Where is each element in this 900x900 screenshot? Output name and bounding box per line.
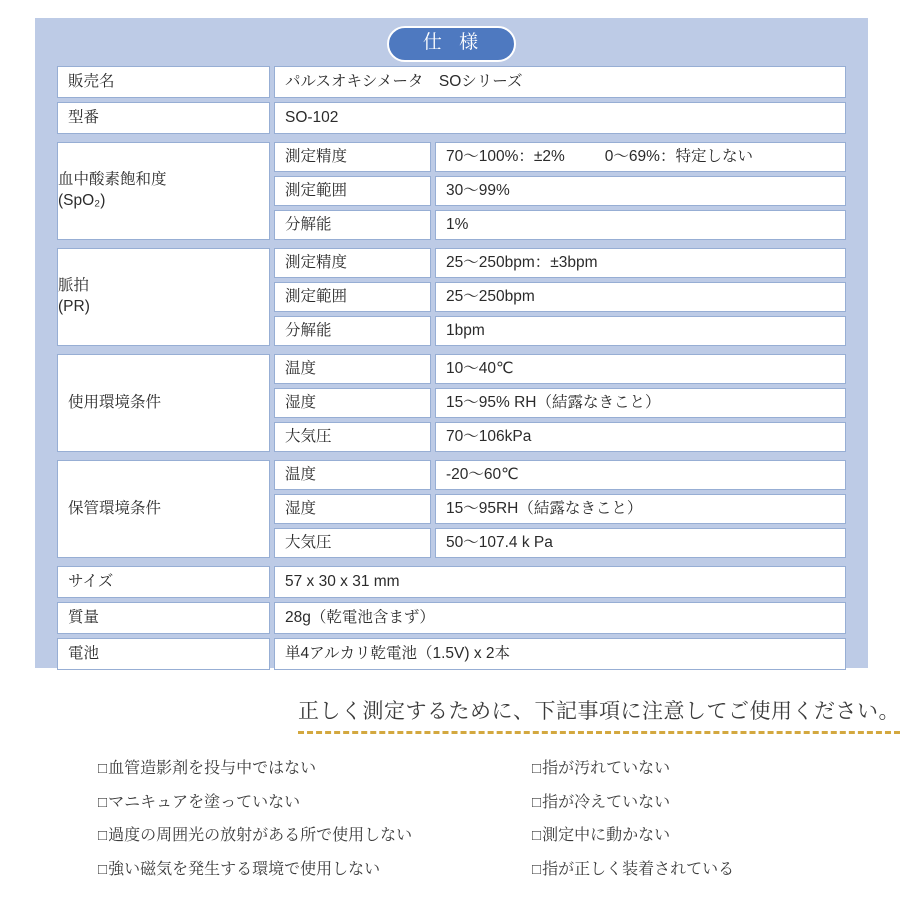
list-item-label: 測定中に動かない	[542, 827, 671, 845]
table-row	[274, 354, 846, 384]
spec-title-badge: 仕 様	[387, 26, 516, 62]
list-item-label: 指が冷えていない	[542, 793, 671, 811]
list-item	[98, 861, 498, 879]
list-item	[98, 760, 498, 778]
accuracy-range-1: 70〜100%：±2%	[446, 147, 565, 165]
table-row	[274, 142, 846, 172]
row-sublabel: 分解能	[274, 316, 431, 346]
table-group-operating-environment	[57, 354, 846, 452]
row-value: 15〜95RH（結露なきこと）	[435, 494, 846, 524]
table-row	[274, 460, 846, 490]
list-item	[98, 794, 498, 812]
row-label: 販売名	[57, 66, 270, 98]
table-row	[57, 566, 846, 598]
row-label: 質量	[57, 602, 270, 634]
group-rows	[274, 460, 846, 558]
row-sublabel: 測定範囲	[274, 176, 431, 206]
specification-panel	[35, 18, 868, 668]
checkbox-icon: □	[98, 760, 108, 777]
row-value: 1%	[435, 210, 846, 240]
table-row	[274, 316, 846, 346]
group-label: 保管環境条件	[57, 460, 270, 558]
row-value: 1bpm	[435, 316, 846, 346]
list-item	[532, 760, 802, 778]
row-value: 70〜106kPa	[435, 422, 846, 452]
checkbox-icon: □	[532, 827, 542, 845]
group-rows	[274, 142, 846, 240]
row-value: 25〜250bpm：±3bpm	[435, 248, 846, 278]
group-label-line2: (PR)	[58, 298, 90, 315]
group-label	[57, 248, 270, 346]
accuracy-range-2: 0〜69%：特定しない	[604, 147, 753, 165]
row-sublabel: 温度	[274, 460, 431, 490]
row-value: 25〜250bpm	[435, 282, 846, 312]
row-value: 15〜95% RH（結露なきこと）	[435, 388, 846, 418]
table-row	[57, 638, 846, 670]
group-label: 使用環境条件	[57, 354, 270, 452]
row-label: サイズ	[57, 566, 270, 598]
table-row	[274, 388, 846, 418]
group-rows	[274, 354, 846, 452]
row-sublabel: 分解能	[274, 210, 431, 240]
row-sublabel: 測定範囲	[274, 282, 431, 312]
checklist-column-right	[532, 760, 802, 878]
list-item	[98, 827, 498, 845]
table-group-spo2	[57, 142, 846, 240]
table-group-storage-environment	[57, 460, 846, 558]
checklist	[0, 760, 900, 878]
group-rows	[274, 248, 846, 346]
row-value	[435, 142, 846, 172]
checkbox-icon: □	[532, 760, 542, 777]
list-item-label: 指が汚れていない	[542, 760, 671, 777]
group-label-line2: (SpO₂)	[58, 192, 106, 209]
list-item	[532, 827, 802, 845]
table-row	[274, 422, 846, 452]
row-value: 57 x 30 x 31 mm	[274, 566, 846, 598]
list-item-label: 指が正しく装着されている	[542, 860, 735, 878]
checkbox-icon: □	[98, 793, 108, 811]
list-item	[532, 794, 802, 812]
row-sublabel: 大気圧	[274, 422, 431, 452]
checkbox-icon: □	[98, 827, 108, 845]
checkbox-icon: □	[98, 860, 108, 878]
row-value: 30〜99%	[435, 176, 846, 206]
table-row	[57, 66, 846, 98]
row-sublabel: 測定精度	[274, 248, 431, 278]
checkbox-icon: □	[532, 860, 542, 878]
caution-heading: 正しく測定するために、下記事項に注意してご使用ください。	[298, 695, 900, 734]
row-value: 50〜107.4 k Pa	[435, 528, 846, 558]
row-value: 単4アルカリ乾電池（1.5V) x 2本	[274, 638, 846, 670]
table-row	[274, 494, 846, 524]
row-value: -20〜60℃	[435, 460, 846, 490]
row-value: パルスオキシメータ SOシリーズ	[274, 66, 846, 98]
table-row	[57, 102, 846, 134]
row-sublabel: 湿度	[274, 388, 431, 418]
list-item-label: 強い磁気を発生する環境で使用しない	[108, 860, 381, 878]
specification-table	[57, 66, 846, 670]
checkbox-icon: □	[532, 793, 542, 811]
table-row	[274, 176, 846, 206]
group-label-line1: 脈拍	[58, 277, 90, 295]
row-sublabel: 温度	[274, 354, 431, 384]
row-value: SO-102	[274, 102, 846, 134]
row-sublabel: 測定精度	[274, 142, 431, 172]
group-label-line1: 血中酸素飽和度	[58, 171, 167, 189]
table-row	[274, 282, 846, 312]
list-item-label: 過度の周囲光の放射がある所で使用しない	[108, 827, 413, 845]
table-row	[57, 602, 846, 634]
checklist-column-left	[98, 760, 498, 878]
list-item	[532, 861, 802, 879]
row-sublabel: 大気圧	[274, 528, 431, 558]
table-group-pulse-rate	[57, 248, 846, 346]
table-row	[274, 248, 846, 278]
list-item-label: マニキュアを塗っていない	[108, 793, 301, 811]
list-item-label: 血管造影剤を投与中ではない	[108, 760, 317, 777]
table-row	[274, 210, 846, 240]
row-sublabel: 湿度	[274, 494, 431, 524]
row-value: 28g（乾電池含まず）	[274, 602, 846, 634]
table-row	[274, 528, 846, 558]
row-value: 10〜40℃	[435, 354, 846, 384]
row-label: 電池	[57, 638, 270, 670]
group-label	[57, 142, 270, 240]
row-label: 型番	[57, 102, 270, 134]
spec-title-container	[35, 26, 868, 66]
caution-section	[0, 695, 900, 878]
